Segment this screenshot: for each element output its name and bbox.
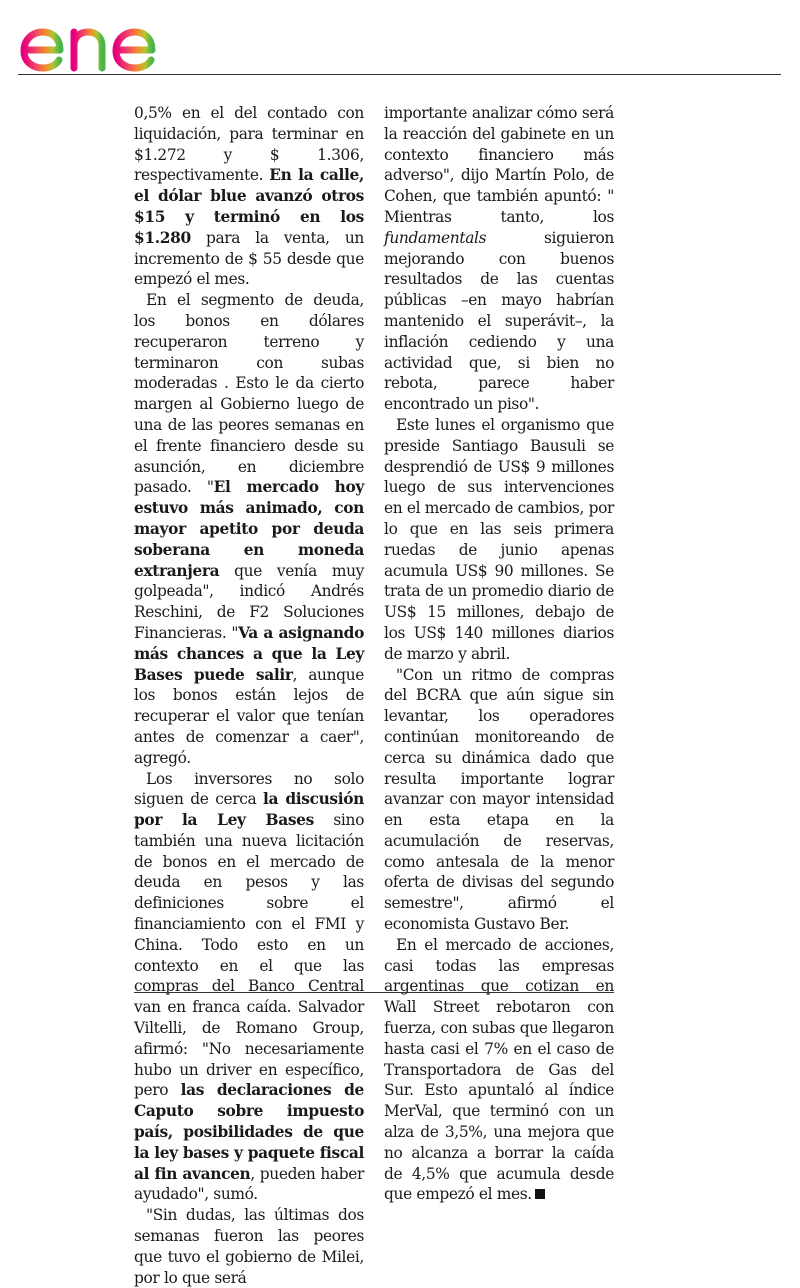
paragraph: Este lunes el organismo que preside Santiago Bausuli se desprendió de US$ 9 millones luego de sus intervenciones en el mercado de cambios, por lo que en las seis primera ruedas de junio apenas acumula US$ 90 millones. Se trata de un promedio diario de US$ 15 millones, debajo de los US$ 140 millones diarios de marzo y abril. [384,415,614,663]
paragraph: "Con un ritmo de compras del BCRA que aún sigue sin levantar, los operadores continúan monitoreando de cerca su dinámica dado que resulta importante lograr avanzar con mayor intensidad en esta etapa en la acumulación de reservas, como antesala de la menor oferta de divisas del segundo semestre", afirmó el economista Gustavo Ber. [384,665,614,934]
header-rule [18,74,781,75]
paragraph: En el mercado de acciones, casi todas las empresas argentinas que cotizan en Wall Street rebotaron con fuerza, con subas que llegaron hasta casi el 7% en el caso de Transportadora de Gas del Sur. Esto apuntaló al índice MerVal, que terminó con un alza de 3,5%, una mejora que no alcanza a borrar la caída de 4,5% que acumula desde que empezó el mes. [384,935,614,1204]
paragraph: En el segmento de deuda, los bonos en dólares recuperaron terreno y terminaron con subas moderadas . Esto le da cierto margen al Gobierno luego de una de las peores semanas en el frente financiero desde su asunción, en diciembre pasado. "El mercado hoy estuvo más animado, con mayor apetito por deuda soberana en moneda extranjera que venía muy golpeada", indicó Andrés Reschini, de F2 Soluciones Financieras. "Va a asignando más chances a que la Ley Bases puede salir, aunque los bonos están lejos de recuperar el valor que tenían antes de comenzar a caer", agregó. [134,291,365,767]
footer-rule [134,992,614,993]
paragraph: "Sin dudas, las últimas dos semanas fueron las peores que tuvo el gobierno de Milei, por lo que será [134,1206,364,1287]
article-column-left [134,103,364,1288]
paragraph: 0,5% en el del contado con liquidación, para terminar en $1.272 y $ 1.306, respectivamente. En la calle, el dólar blue avanzó otros $15 y terminó en los $1.280 para la venta, un incremento de $ 55 desde que empezó el mes. [134,104,364,289]
enel-logo [16,6,186,76]
article-column-right [384,103,614,1205]
end-of-article-icon [535,1189,545,1199]
paragraph: Los inversores no solo siguen de cerca la discusión por la Ley Bases sino también una nueva licitación de bonos en el mercado de deuda en pesos y las definiciones sobre el financiamiento con el FMI y China. Todo esto en un contexto en el que las compras del Banco Central van en franca caída. Salvador Viltelli, de Romano Group, afirmó: "No necesariamente hubo un driver en específico, pero las declaraciones de Caputo sobre impuesto país, posibilidades de que la ley bases y paquete fiscal al fin avancen, pueden haber ayudado", sumó. [134,769,364,1204]
paragraph: importante analizar cómo será la reacción del gabinete en un contexto financiero más adverso", dijo Martín Polo, de Cohen, que también apuntó: " Mientras tanto, los fundamentals siguieron mejorando con buenos resultados de las cuentas públicas –en mayo habrían mantenido el superávit–, la inflación cediendo y una actividad que, si bien no rebota, parece haber encontrado un piso". [384,104,614,414]
